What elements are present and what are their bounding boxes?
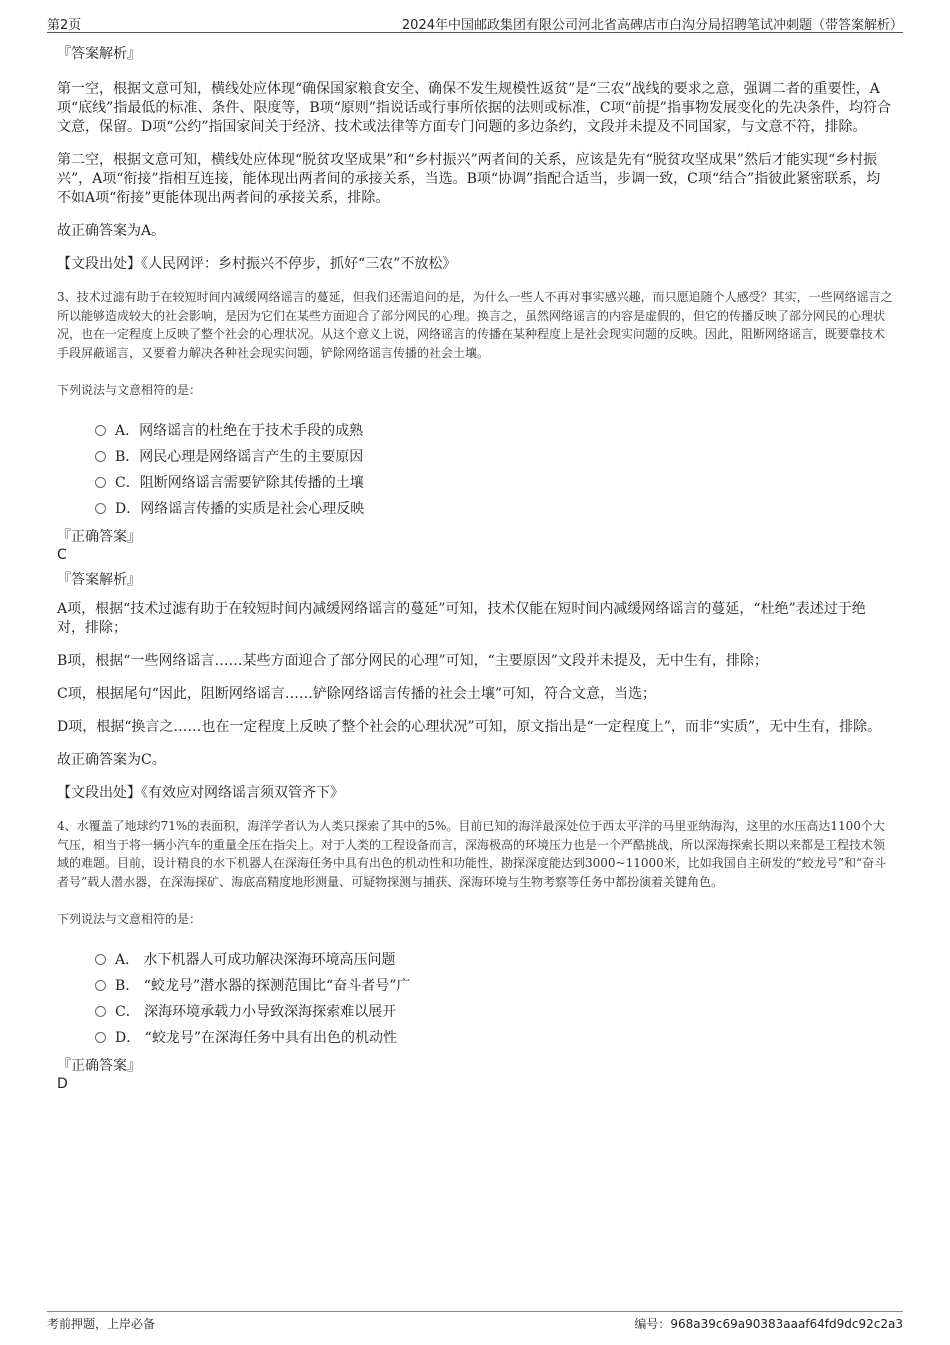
q3-answer: C (57, 547, 67, 563)
radio-icon[interactable] (95, 954, 106, 965)
q3-option-d[interactable]: D．网络谣言传播的实质是社会心理反映 (95, 496, 893, 522)
q3-source: 【文段出处】《有效应对网络谣言须双管齐下》 (57, 785, 344, 801)
q3-prompt: 下列说法与文意相符的是： (57, 383, 202, 397)
q2-conclusion: 故正确答案为A。 (57, 223, 166, 239)
q3-option-c[interactable]: C．阻断网络谣言需要铲除其传播的土壤 (95, 470, 893, 496)
q2-source: 【文段出处】《人民网评：乡村振兴不停步，抓好“三农”不放松》 (57, 256, 457, 272)
radio-icon[interactable] (95, 425, 106, 436)
q2-analysis-p2: 第二空，根据文意可知，横线处应体现“脱贫攻坚成果”和“乡村振兴”两者间的关系，应该是先有“脱贫攻坚成果”然后才能实现“乡村振兴”，A项“衔接”指相互连接，能体现出两者间的承接关系，当选。B项“协调”指配合适当，步调一致，C项“结合”指彼此紧密联系，均不如A项“衔接”更能体现出两者间的承接关系，排除。 (57, 152, 881, 206)
q3-option-b[interactable]: B．网民心理是网络谣言产生的主要原因 (95, 444, 893, 470)
q4-options (95, 947, 893, 1051)
correct-answer-label: 『正确答案』 (57, 529, 141, 545)
q4-passage: 4、水覆盖了地球约71%的表面积，海洋学者认为人类只探索了其中的5%。目前已知的海洋最深处位于西太平洋的马里亚纳海沟，这里的水压高达1100个大气压，相当于将一辆小汽车的重量全压在指尖上。对于人类的工程设备而言，深海极高的环境压力也是一个严酷挑战，所以深海探索长期以来都是工程技术领域的难题。目前，设计精良的水下机器人在深海任务中具有出色的机动性和功能性，勘探深度能达到3000~11000米，比如我国自主研发的“蛟龙号”和“奋斗者号”载人潜水器，在深海探矿、海底高精度地形测量、可疑物探测与捕获、深海环境与生物考察等任务中都扮演着关键角色。 (57, 819, 887, 889)
q3-analysis-c: C项，根据尾句“因此，阻断网络谣言……铲除网络谣言传播的社会土壤”可知，符合文意，当选； (57, 686, 657, 702)
radio-icon[interactable] (95, 1032, 106, 1043)
radio-icon[interactable] (95, 477, 106, 488)
analysis-label: 『答案解析』 (57, 572, 141, 588)
q4-prompt: 下列说法与文意相符的是： (57, 912, 202, 926)
q3-analysis-b: B项，根据“一些网络谣言……某些方面迎合了部分网民的心理”可知，“主要原因”文段并未提及，无中生有，排除； (57, 653, 768, 669)
q4-answer: D (57, 1076, 68, 1092)
q4-option-c[interactable]: C． 深海环境承载力小导致深海探索难以展开 (95, 999, 893, 1025)
radio-icon[interactable] (95, 980, 106, 991)
document-id: 编号：968a39c69a90383aaaf64fd9dc92c2a3 (634, 1317, 903, 1331)
radio-icon[interactable] (95, 503, 106, 514)
page-header (47, 14, 903, 33)
page-footer (47, 1311, 903, 1333)
radio-icon[interactable] (95, 451, 106, 462)
radio-icon[interactable] (95, 1006, 106, 1017)
page-content (57, 44, 893, 1099)
q2-analysis-p1: 第一空，根据文意可知，横线处应体现“确保国家粮食安全、确保不发生规模性返贫”是“三农”战线的要求之意，强调二者的重要性，A项“底线”指最低的标准、条件、限度等，B项“原则”指说话或行事所依据的法则或标准，C项“前提”指事物发展变化的先决条件，均符合文意，保留。D项“公约”指国家间关于经济、技术或法律等方面专门问题的多边条约，文段并未提及不同国家，与文意不符，排除。 (57, 81, 891, 135)
q3-conclusion: 故正确答案为C。 (57, 752, 166, 768)
q3-option-a[interactable]: A．网络谣言的杜绝在于技术手段的成熟 (95, 418, 893, 444)
q4-option-b[interactable]: B． “蛟龙号”潜水器的探测范围比“奋斗者号”广 (95, 973, 893, 999)
page-number: 第2页 (47, 18, 82, 33)
document-title: 2024年中国邮政集团有限公司河北省高碑店市白沟分局招聘笔试冲刺题（带答案解析） (401, 18, 903, 33)
correct-answer-label: 『正确答案』 (57, 1058, 141, 1074)
footer-slogan: 考前押题，上岸必备 (47, 1317, 156, 1331)
q4-option-d[interactable]: D． “蛟龙号”在深海任务中具有出色的机动性 (95, 1025, 893, 1051)
q3-analysis-a: A项，根据“技术过滤有助于在较短时间内减缓网络谣言的蔓延”可知，技术仅能在短时间内减缓网络谣言的蔓延，“杜绝”表述过于绝对，排除； (57, 601, 866, 636)
q3-options (95, 418, 893, 522)
analysis-label: 『答案解析』 (57, 46, 141, 62)
q4-option-a[interactable]: A． 水下机器人可成功解决深海环境高压问题 (95, 947, 893, 973)
q3-analysis-d: D项，根据“换言之……也在一定程度上反映了整个社会的心理状况”可知，原文指出是“一定程度上”，而非“实质”，无中生有，排除。 (57, 719, 882, 735)
q3-passage: 3、技术过滤有助于在较短时间内减缓网络谣言的蔓延，但我们还需追问的是，为什么一些人不再对事实感兴趣，而只愿追随个人感受？其实，一些网络谣言之所以能够造成较大的社会影响，是因为它们在某些方面迎合了部分网民的心理。换言之，虽然网络谣言的内容是虚假的，但它的传播反映了部分网民的心理状况，也在一定程度上反映了整个社会的心理状况。从这个意义上说，网络谣言的传播在某种程度上是社会现实问题的反映。因此，阻断网络谣言，既要靠技术手段屏蔽谣言，又要着力解决各种社会现实问题，铲除网络谣言传播的社会土壤。 (57, 290, 893, 360)
